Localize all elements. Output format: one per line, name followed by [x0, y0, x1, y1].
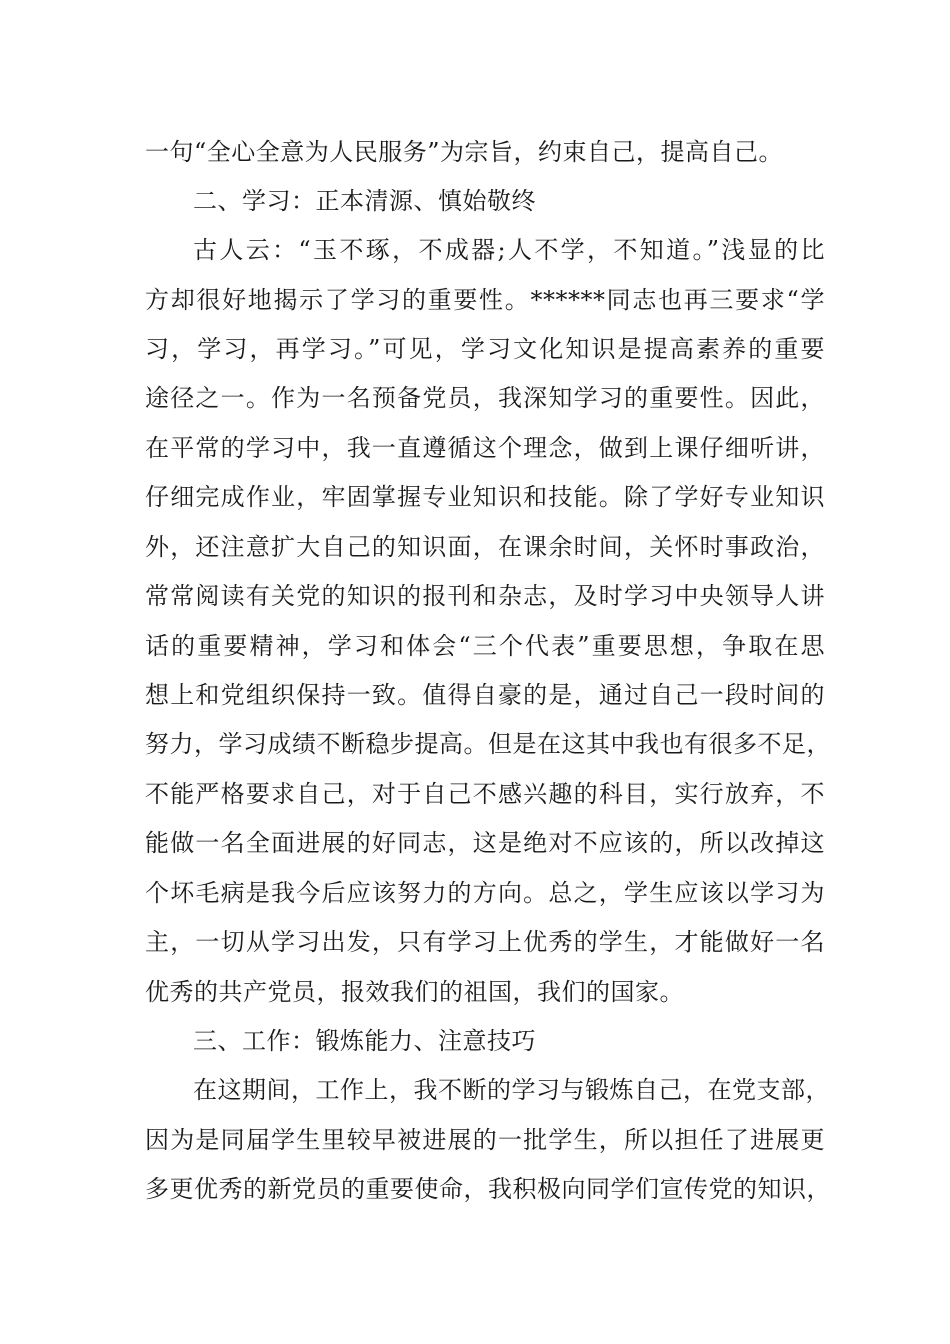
paragraph-line: 想上和党组织保持一致。值得自豪的是，通过自己一段时间的: [145, 681, 825, 709]
paragraph-line: 仔细完成作业，牢固掌握专业知识和技能。除了学好专业知识: [145, 483, 825, 511]
paragraph-line: 因为是同届学生里较早被进展的一批学生，所以担任了进展更: [145, 1126, 825, 1154]
paragraph-line: 一句“全心全意为人民服务”为宗旨，约束自己，提高自己。: [145, 138, 784, 166]
paragraph-line: 方却很好地揭示了学习的重要性。******同志也再三要求“学: [145, 286, 825, 314]
paragraph-line: 途径之一。作为一名预备党员，我深知学习的重要性。因此，: [145, 384, 825, 412]
paragraph-line: 话的重要精神，学习和体会“三个代表”重要思想，争取在思: [145, 632, 825, 660]
paragraph-line: 习，学习，再学习。”可见，学习文化知识是提高素养的重要: [145, 335, 825, 363]
section-heading-work: 三、工作：锻炼能力、注意技巧: [193, 1027, 536, 1055]
paragraph-line: 在平常的学习中，我一直遵循这个理念，做到上课仔细听讲，: [145, 434, 825, 462]
paragraph-line: 主，一切从学习出发，只有学习上优秀的学生，才能做好一名: [145, 928, 825, 956]
paragraph-line: 个坏毛病是我今后应该努力的方向。总之，学生应该以学习为: [145, 879, 825, 907]
paragraph-line: 古人云：“玉不琢，不成器;人不学，不知道。”浅显的比: [193, 236, 825, 264]
paragraph-line: 不能严格要求自己，对于自己不感兴趣的科目，实行放弃，不: [145, 780, 825, 808]
paragraph-line: 外，还注意扩大自己的知识面，在课余时间，关怀时事政治，: [145, 533, 825, 561]
paragraph-line: 优秀的共产党员，报效我们的祖国，我们的国家。: [145, 978, 684, 1006]
paragraph-line: 多更优秀的新党员的重要使命，我积极向同学们宣传党的知识，: [145, 1175, 831, 1203]
section-heading-study: 二、学习：正本清源、慎始敬终: [193, 187, 536, 215]
paragraph-line: 努力，学习成绩不断稳步提高。但是在这其中我也有很多不足，: [145, 730, 831, 758]
paragraph-line: 在这期间，工作上，我不断的学习与锻炼自己，在党支部，: [193, 1076, 830, 1104]
paragraph-line: 常常阅读有关党的知识的报刊和杂志，及时学习中央领导人讲: [145, 582, 825, 610]
paragraph-line: 能做一名全面进展的好同志，这是绝对不应该的，所以改掉这: [145, 829, 825, 857]
